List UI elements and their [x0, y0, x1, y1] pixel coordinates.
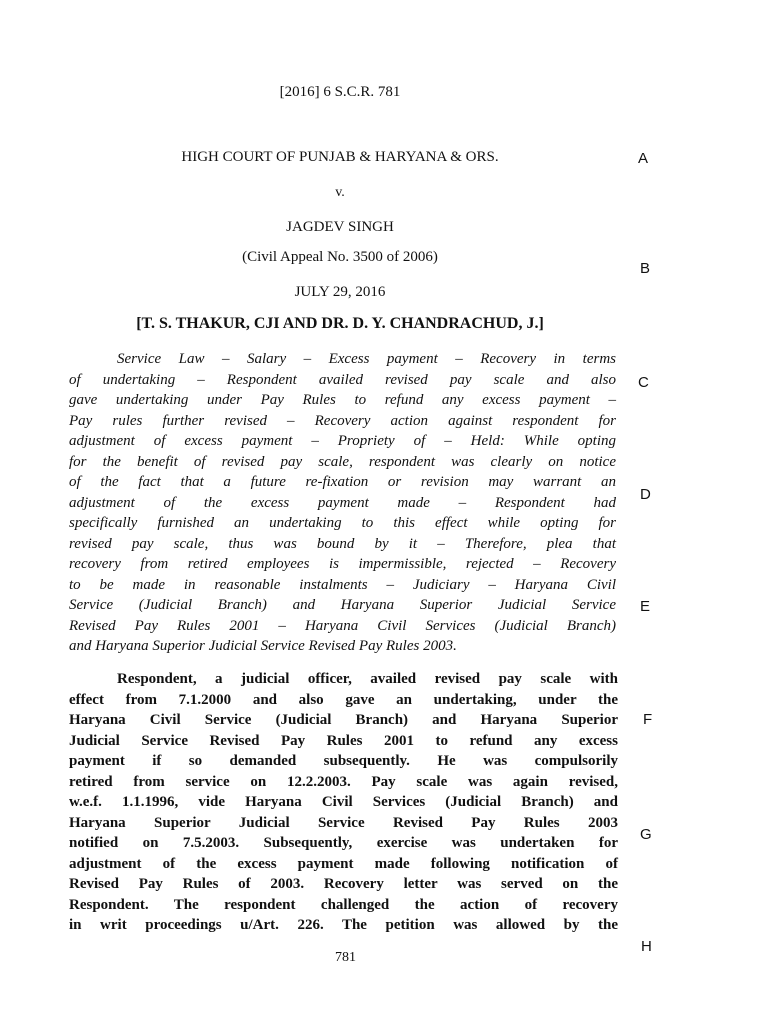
appeal-number: (Civil Appeal No. 3500 of 2006)	[242, 249, 438, 265]
margin-marker-e: E	[640, 598, 651, 615]
margin-marker-h: H	[641, 938, 652, 955]
margin-marker-f: F	[643, 711, 653, 728]
body-line: w.e.f. 1.1.1996, vide Haryana Civil Services (Judicial Branch) and	[69, 794, 618, 810]
headnote-line: of undertaking – Respondent availed revised pay scale and also	[69, 371, 616, 388]
body-line: retired from service on 12.2.2003. Pay scale was again revised,	[69, 773, 618, 790]
headnote-line: Service Law – Salary – Excess payment – Recovery in terms	[117, 351, 616, 367]
headnote-line: and Haryana Superior Judicial Service Revised Pay Rules 2003.	[69, 638, 457, 654]
body-line: Haryana Superior Judicial Service Revised Pay Rules 2003	[69, 814, 618, 831]
bench-coram: [T. S. THAKUR, CJI AND DR. D. Y. CHANDRACHUD, J.]	[136, 315, 544, 332]
body-line: effect from 7.1.2000 and also gave an undertaking, under the	[69, 691, 618, 708]
report-citation: [2016] 6 S.C.R. 781	[279, 84, 401, 100]
headnote-line: recovery from retired employees is impermissible, rejected – Recovery	[69, 556, 616, 572]
headnote-line: to be made in reasonable instalments – Judiciary – Haryana Civil	[69, 576, 616, 593]
body-line: Respondent. The respondent challenged the action of recovery	[69, 896, 618, 913]
headnote-line: revised pay scale, thus was bound by it – Therefore, plea that	[69, 535, 616, 552]
page-number: 781	[335, 950, 356, 965]
margin-marker-c: C	[638, 374, 649, 391]
petitioner-name: HIGH COURT OF PUNJAB & HARYANA & ORS.	[181, 149, 499, 165]
headnote-line: adjustment of excess payment – Propriety of – Held: While opting	[69, 433, 616, 449]
body-line: adjustment of the excess payment made following notification of	[69, 855, 618, 872]
margin-marker-d: D	[640, 486, 651, 503]
body-line: Judicial Service Revised Pay Rules 2001 to refund any excess	[69, 732, 618, 749]
headnote-line: for the benefit of revised pay scale, respondent was clearly on notice	[69, 453, 616, 470]
margin-marker-g: G	[640, 826, 652, 843]
headnote-line: adjustment of the excess payment made – Respondent had	[69, 494, 616, 511]
versus-label: v.	[335, 185, 345, 200]
headnote	[69, 349, 616, 657]
headnote-line: Revised Pay Rules 2001 – Haryana Civil Services (Judicial Branch)	[69, 617, 616, 634]
headnote-line: specifically furnished an undertaking to this effect while opting for	[69, 515, 616, 531]
headnote-line: Pay rules further revised – Recovery action against respondent for	[69, 412, 616, 429]
respondent-name: JAGDEV SINGH	[286, 219, 394, 235]
body-line: Revised Pay Rules of 2003. Recovery letter was served on the	[69, 876, 618, 892]
facts-paragraph	[69, 669, 618, 936]
margin-marker-a: A	[638, 150, 649, 167]
headnote-line: of the fact that a future re-fixation or revision may warrant an	[69, 474, 616, 490]
headnote-line: Service (Judicial Branch) and Haryana Superior Judicial Service	[69, 597, 616, 613]
headnote-line: gave undertaking under Pay Rules to refund any excess payment –	[69, 392, 616, 408]
body-line: Respondent, a judicial officer, availed revised pay scale with	[117, 671, 618, 687]
margin-marker-b: B	[640, 260, 651, 277]
body-line: payment if so demanded subsequently. He was compulsorily	[69, 753, 618, 769]
judgment-date: JULY 29, 2016	[294, 284, 386, 300]
body-line: Haryana Civil Service (Judicial Branch) and Haryana Superior	[69, 712, 618, 728]
body-line: notified on 7.5.2003. Subsequently, exercise was undertaken for	[69, 835, 618, 851]
body-line: in writ proceedings u/Art. 226. The petition was allowed by the	[69, 917, 618, 933]
